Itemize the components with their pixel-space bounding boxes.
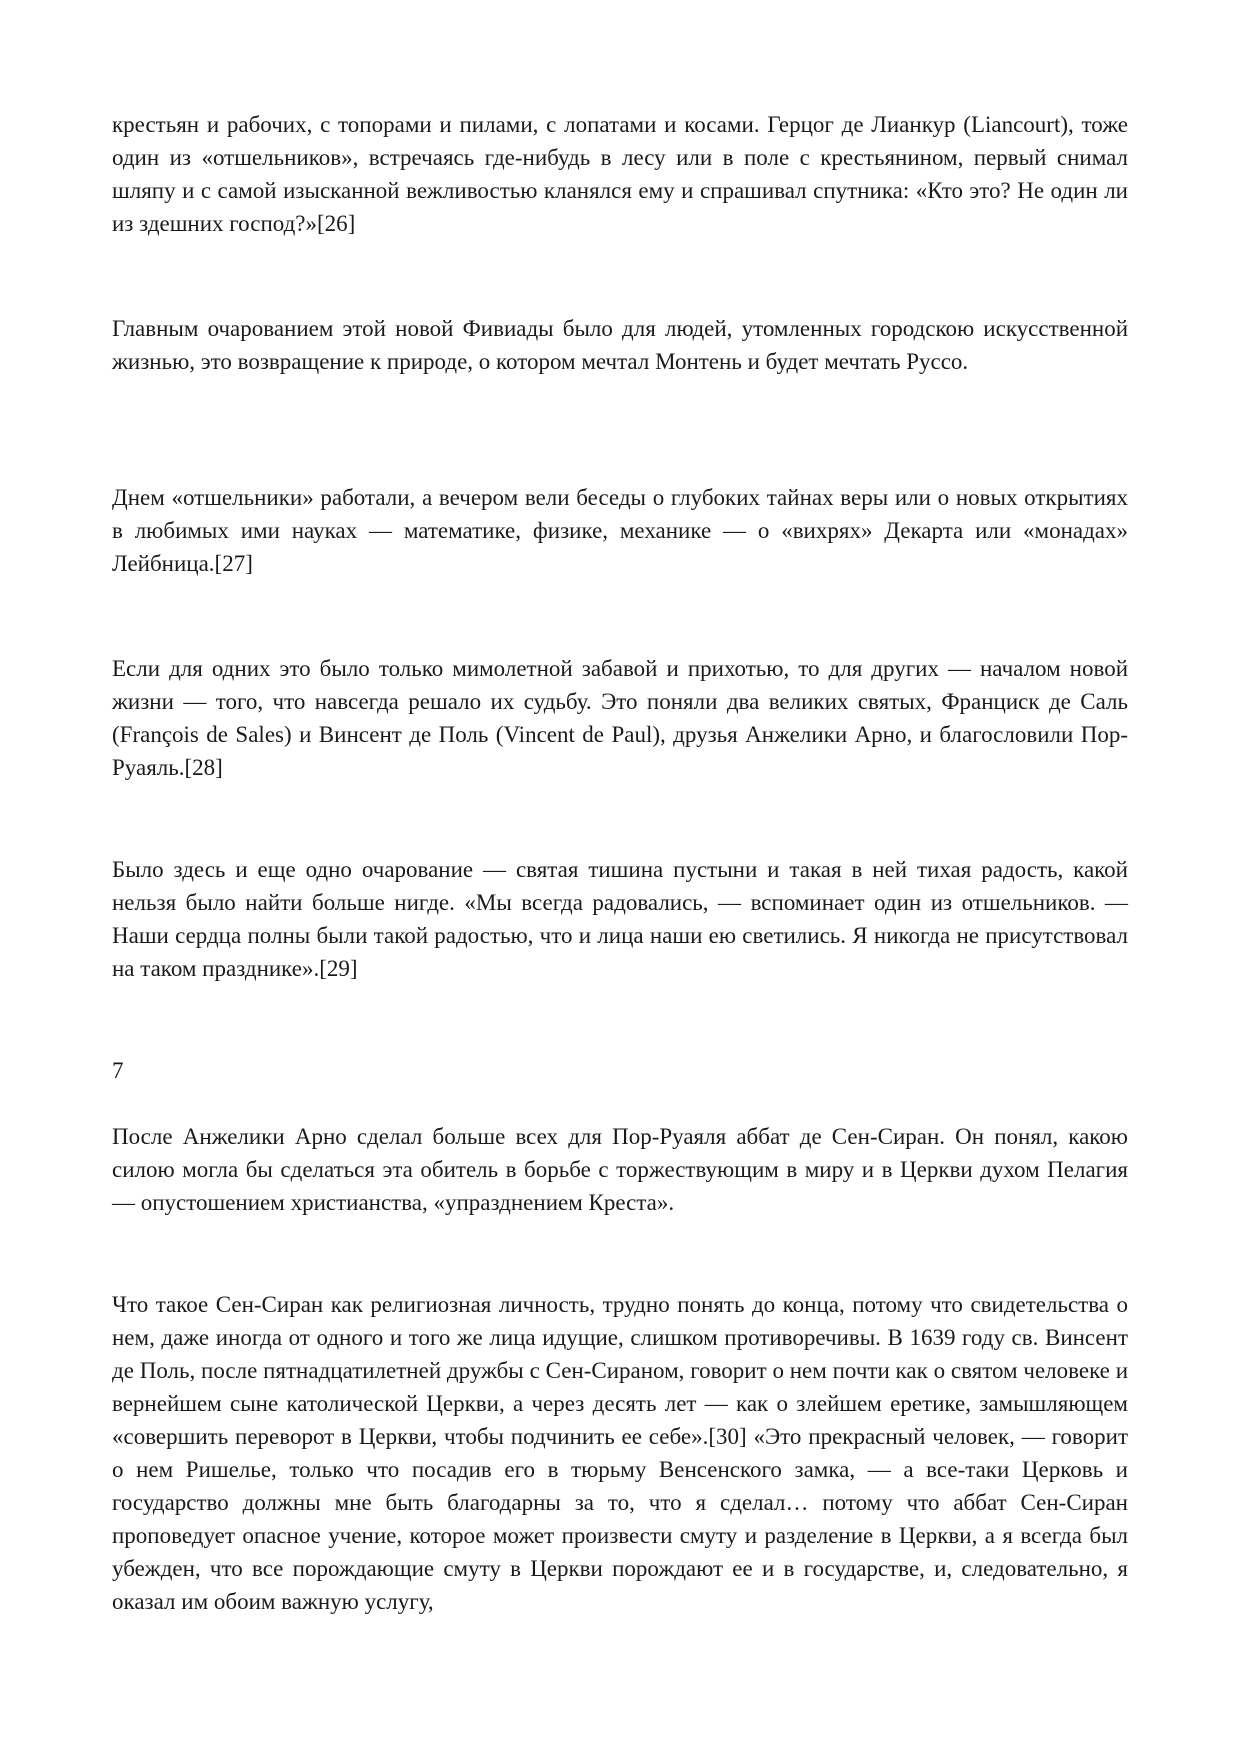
paragraph-liancourt: крестьян и рабочих, с топорами и пилами, с лопатами и косами. Герцог де Лианкур (Liancourt), тоже один из «отшельников», встречаясь где-нибудь в лесу или в поле с крестьянином, первый снимал шляпу и с самой изысканной вежливостью кланялся ему и спрашивал спутника: «Кто это? Не один ли из здешних господ?»[26]	[112, 112, 1128, 236]
paragraph-evening-conversations: Днем «отшельники» работали, а вечером вели беседы о глубоких тайнах веры или о новых открытиях в любимых ими науках — математике, физике, механике — о «вихрях» Декарта или «монадах» Лейбница.[27]	[112, 485, 1128, 576]
paragraph-holy-silence: Было здесь и еще одно очарование — святая тишина пустыни и такая в ней тихая радость, какой нельзя было найти больше нигде. «Мы всегда радовались, — вспоминает один из отшельников. — Наши сердца полны были такой радостью, что и лица наши ею светились. Я никогда не присутствовал на таком празднике».[29]	[112, 857, 1128, 981]
paragraph-saint-cyran-intro: После Анжелики Арно сделал больше всех для Пор-Руаяля аббат де Сен-Сиран. Он понял, какою силою могла бы сделаться эта обитель в борьбе с торжествующим в миру и в Церкви духом Пелагия — опустошением христианства, «упразднением Креста».	[112, 1124, 1128, 1215]
paragraph-new-life: Если для одних это было только мимолетной забавой и прихотью, то для других — началом новой жизни — того, что навсегда решало их судьбу. Это поняли два великих святых, Франциск де Саль (François de Sales) и Винсент де Поль (Vincent de Paul), друзья Анжелики Арно, и благословили Пор-Руаяль.[28]	[112, 656, 1128, 780]
paragraph-return-to-nature: Главным очарованием этой новой Фивиады было для людей, утомленных городскою искусственной жизнью, это возвращение к природе, о котором мечтал Монтень и будет мечтать Руссо.	[112, 316, 1128, 374]
section-number: 7	[112, 1058, 124, 1083]
paragraph-saint-cyran-personality: Что такое Сен-Сиран как религиозная личность, трудно понять до конца, потому что свидетельства о нем, даже иногда от одного и того же лица идущие, слишком противоречивы. В 1639 году св. Винсент де Поль, после пятнадцатилетней дружбы с Сен-Сираном, говорит о нем почти как о святом человеке и вернейшем сыне католической Церкви, а через десять лет — как о злейшем еретике, замышляющем «совершить переворот в Церкви, чтобы подчинить ее себе».[30] «Это прекрасный человек, — говорит о нем Ришелье, только что посадив его в тюрьму Венсенского замка, — а все-таки Церковь и государство должны мне быть благодарны за то, что я сделал… потому что аббат Сен-Сиран проповедует опасное учение, которое может произвести смуту и разделение в Церкви, а я всегда был убежден, что все порождающие смуту в Церкви порождают ее и в государстве, и, следовательно, я оказал им обоим важную услугу,	[112, 1292, 1128, 1614]
